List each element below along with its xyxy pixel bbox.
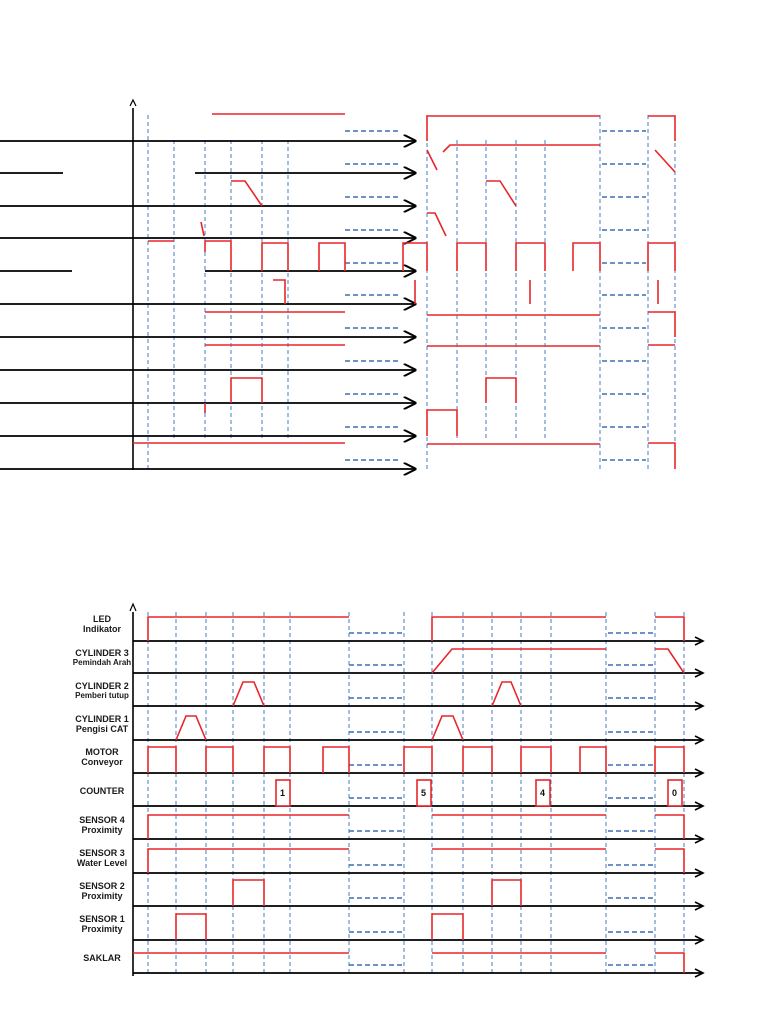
bottom-timing-diagram (130, 604, 703, 977)
cylinder-3-label (42, 648, 162, 668)
led-signal (432, 617, 606, 641)
motor-pulse (206, 747, 233, 773)
motor-pulse (404, 747, 432, 773)
led-signal (655, 617, 684, 641)
cylinder-1-signal (432, 716, 463, 740)
sensor-1-label (42, 914, 162, 934)
cylinder-1-label (42, 714, 162, 734)
sensor-4-signal (655, 815, 684, 839)
counter-value: 4 (540, 788, 546, 798)
sensor-1-label-line1: SENSOR 1 (79, 914, 125, 924)
led-signal (148, 617, 349, 641)
cylinder-2-label-line2: Pemberi tutup (75, 691, 129, 700)
sensor-4-label-line1: SENSOR 4 (79, 815, 125, 825)
saklar-label-line1: SAKLAR (83, 953, 121, 963)
sensor-4-signal (148, 815, 349, 839)
sensor-4-label-line2: Proximity (81, 825, 123, 835)
counter-label-line1: COUNTER (79, 786, 125, 796)
sensor-2-label (42, 881, 162, 901)
cylinder-1-label-line2: Pengisi CAT (75, 724, 129, 734)
motor-pulse (463, 747, 492, 773)
sensor-2-label-line2: Proximity (81, 891, 123, 901)
motor-conveyor-label-line2: Conveyor (81, 757, 123, 767)
saklar-signal (655, 953, 684, 973)
bottom-signals (133, 617, 684, 973)
sensor-3-signal (655, 849, 684, 873)
counter-boxes (276, 780, 682, 806)
cylinder-1-signal (176, 716, 206, 740)
cylinder-3-label-line1: CYLINDER 3 (75, 648, 129, 658)
sensor-2-label-line1: SENSOR 2 (79, 881, 125, 891)
bottom-axis-arrowhead (130, 604, 136, 611)
cylinder-2-label-line1: CYLINDER 2 (75, 681, 129, 691)
top-axis-arrowhead (130, 100, 136, 106)
cylinder-2-signal (233, 682, 264, 706)
motor-conveyor-label (42, 747, 162, 767)
sensor-3-signal (148, 849, 349, 873)
counter-label (42, 786, 162, 796)
sensor-3-label-line1: SENSOR 3 (79, 848, 125, 858)
bottom-row-axes (133, 637, 703, 977)
sensor-1-pulse (432, 914, 463, 940)
cylinder-2-signal (492, 682, 521, 706)
led-indikator-label (42, 614, 162, 634)
sensor-1-pulse (176, 914, 206, 940)
saklar-label (42, 953, 162, 963)
sensor-2-pulse (233, 880, 264, 906)
top-signals (133, 114, 675, 469)
counter-value: 1 (280, 788, 286, 798)
top-guide-lines (148, 115, 675, 470)
sensor-4-label (42, 815, 162, 835)
motor-pulse (655, 747, 684, 773)
bottom-guide-lines (148, 612, 684, 976)
motor-pulse (323, 747, 349, 773)
sensor-3-label-line2: Water Level (76, 858, 128, 868)
counter-value: 0 (672, 788, 678, 798)
top-timing-diagram (0, 100, 675, 470)
cylinder-2-label (42, 681, 162, 701)
sensor-1-label-line2: Proximity (81, 924, 123, 934)
led-indikator-label-line2: Indikator (82, 624, 121, 634)
motor-pulse (264, 747, 290, 773)
cylinder-1-label-line1: CYLINDER 1 (75, 714, 129, 724)
motor-pulse (580, 747, 606, 773)
sensor-3-label (42, 848, 162, 868)
motor-pulse (521, 747, 551, 773)
led-indikator-label-line1: LED (93, 614, 111, 624)
cylinder-3-signal (432, 649, 606, 673)
cylinder-3-label-line2: Pemindah Arah (72, 658, 132, 667)
cylinder-3-signal (655, 649, 684, 673)
top-row-axes (0, 141, 415, 469)
sensor-2-pulse (492, 880, 521, 906)
motor-conveyor-label-line1: MOTOR (85, 747, 119, 757)
counter-value: 5 (421, 788, 427, 798)
